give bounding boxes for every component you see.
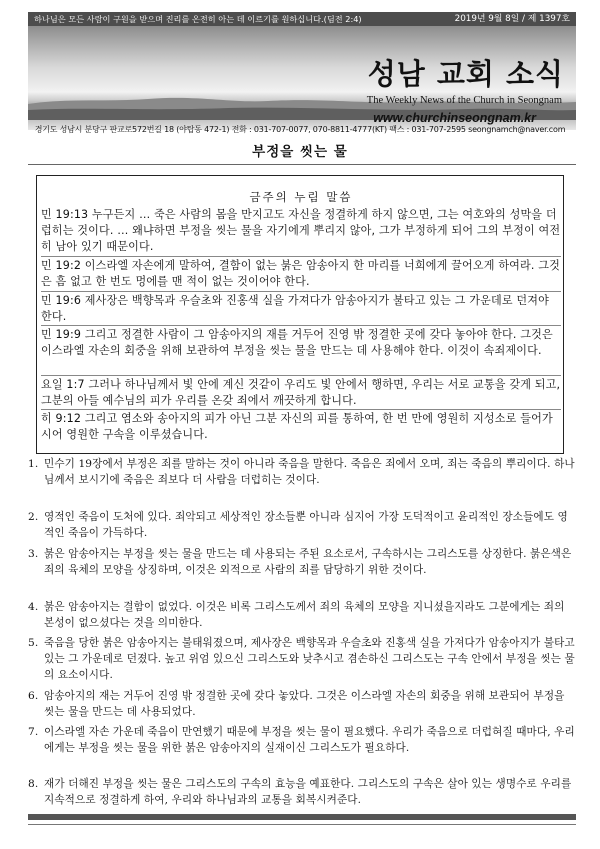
verse-divider <box>41 291 561 292</box>
point-number: 1. <box>28 458 39 470</box>
verse-item: 민 19:2 이스라엘 자손에게 말하여, 결함이 없는 붉은 암송아지 한 마리를 너희에게 끌어오게 하여라. 그것은 흠 없고 한 번도 멍에를 맨 적이 없는 것이어야 한다. <box>41 259 561 288</box>
point-number: 2. <box>28 511 39 523</box>
point-number: 5. <box>28 637 39 649</box>
point-number: 8. <box>28 778 39 790</box>
verses-box-title: 금주의 누림 말씀 <box>249 190 353 204</box>
header-banner <box>28 12 576 130</box>
point-number: 3. <box>28 548 39 560</box>
weekly-verses-box <box>36 175 564 454</box>
header-top-bar <box>28 12 576 26</box>
verse-divider <box>41 256 561 257</box>
header-verse: 하나님은 모든 사람이 구원을 받으며 진리를 온전히 아는 데 이르기를 원하십니다.(딤전 2:4) <box>34 14 362 24</box>
date-issue: 2019년 9월 8일 / 제 1397호 <box>454 14 570 24</box>
point-text: 이스라엘 자손 가운데 죽음이 만연했기 때문에 부정을 씻는 물이 필요했다. 우리가 죽음으로 더럽혀질 때마다, 우리에게는 부정을 씻는 물을 위한 붉은 암송아지의 실재이신 그리스도가 필요하다. <box>44 726 575 755</box>
point-text: 암송아지의 재는 거두어 진영 밖 정결한 곳에 갖다 놓았다. 그것은 이스라엘 자손의 회중을 위해 보관되어 부정을 씻는 물을 만드는 데 사용되었다. <box>44 690 565 719</box>
verse-item: 히 9:12 그리고 염소와 송아지의 피가 아닌 그분 자신의 피를 통하여, 한 번 만에 영원히 지성소로 들어가시어 영원한 구속을 이루셨습니다. <box>41 412 553 441</box>
point-text: 재가 더해진 부정을 씻는 물은 그리스도의 구속의 효능을 예표한다. 그리스도의 구속은 살아 있는 생명수로 우리를 지속적으로 정결하게 하여, 우리와 하나님과의 교통을 회복시켜준다. <box>44 778 572 807</box>
point-text: 붉은 암송아지는 결함이 없었다. 이것은 비록 그리스도께서 죄의 육체의 모양을 지니셨을지라도 그분에게는 죄의 본성이 없으셨다는 것을 의미한다. <box>44 601 565 630</box>
point-number: 6. <box>28 690 39 702</box>
point-text: 죽음을 당한 붉은 암송아지는 불태워졌으며, 제사장은 백향목과 우슬초와 진홍색 실을 가져다가 암송아지가 불타고 있는 그 가운데로 던졌다. 높고 위엄 있으신 그리스도와 낮추시고 겸손하신 그리스도는 구속 안에서 부정을 씻는 물의 요소이시다. <box>44 637 575 682</box>
website-link[interactable]: www.churchinseongnam.kr <box>373 111 536 125</box>
verse-divider <box>41 375 561 376</box>
verse-divider <box>41 325 561 326</box>
footer-bar <box>28 814 576 820</box>
verse-divider <box>41 409 561 410</box>
bulletin-subtitle: The Weekly News of the Church in Seongnam <box>366 95 562 106</box>
verse-item: 민 19:6 제사장은 백향목과 우슬초와 진홍색 실을 가져다가 암송아지가 불타고 있는 그 가운데로 던져야 한다. <box>41 294 549 323</box>
title-divider <box>28 164 576 165</box>
bulletin-title: 성남 교회 소식 <box>367 57 564 91</box>
point-text: 붉은 암송아지는 부정을 씻는 물을 만드는 데 사용되는 주된 요소로서, 구속하시는 그리스도를 상징한다. 붉은색은 죄의 육체의 모양을 상징하며, 이것은 외적으로 사람의 죄를 담당하기 위한 것이다. <box>44 548 572 577</box>
verse-item: 민 19:13 누구든지 … 죽은 사람의 몸을 만지고도 자신을 정결하게 하지 않으면, 그는 여호와의 성막을 더럽히는 것이다. … 왜냐하면 부정을 씻는 물을 자기에게 뿌리지 않아, 그가 부정하게 되어 그의 부정이 여전히 남아 있기 때문이다. <box>41 208 561 253</box>
point-text: 민수기 19장에서 부정은 죄를 말하는 것이 아니라 죽음을 말한다. 죽음은 죄에서 오며, 죄는 죽음의 뿌리이다. 하나님께서 보시기에 죽음은 죄보다 더 사람을 더럽히는 것이다. <box>44 458 575 487</box>
verse-item: 요일 1:7 그러나 하나님께서 빛 안에 계신 것같이 우리도 빛 안에서 행하면, 우리는 서로 교통을 갖게 되고, 그분의 아들 예수님의 피가 우리를 온갖 죄에서 깨끗하게 합니다. <box>41 378 561 407</box>
footer-divider <box>28 824 576 825</box>
point-number: 4. <box>28 601 39 613</box>
contact-info: 경기도 성남시 분당구 판교로572번길 18 (야탑동 472-1) 전화 : 031-707-0077, 070-8811-4777(KT) 팩스 : 031-707-2595 seongnamch@naver.com <box>34 125 566 134</box>
point-number: 7. <box>28 726 39 738</box>
page-title: 부정을 씻는 물 <box>252 144 348 160</box>
verse-item: 민 19:9 그리고 정결한 사람이 그 암송아지의 재를 거두어 진영 밖 정결한 곳에 갖다 놓아야 한다. 그것은 이스라엘 자손의 회중을 위해 보관하여 부정을 씻는 물을 만드는 데 사용해야 한다. 이것이 속죄제이다. <box>41 328 553 357</box>
point-text: 영적인 죽음이 도처에 있다. 죄악되고 세상적인 장소들뿐 아니라 심지어 가장 도덕적이고 윤리적인 장소들에도 영적인 죽음이 가득하다. <box>44 511 568 540</box>
